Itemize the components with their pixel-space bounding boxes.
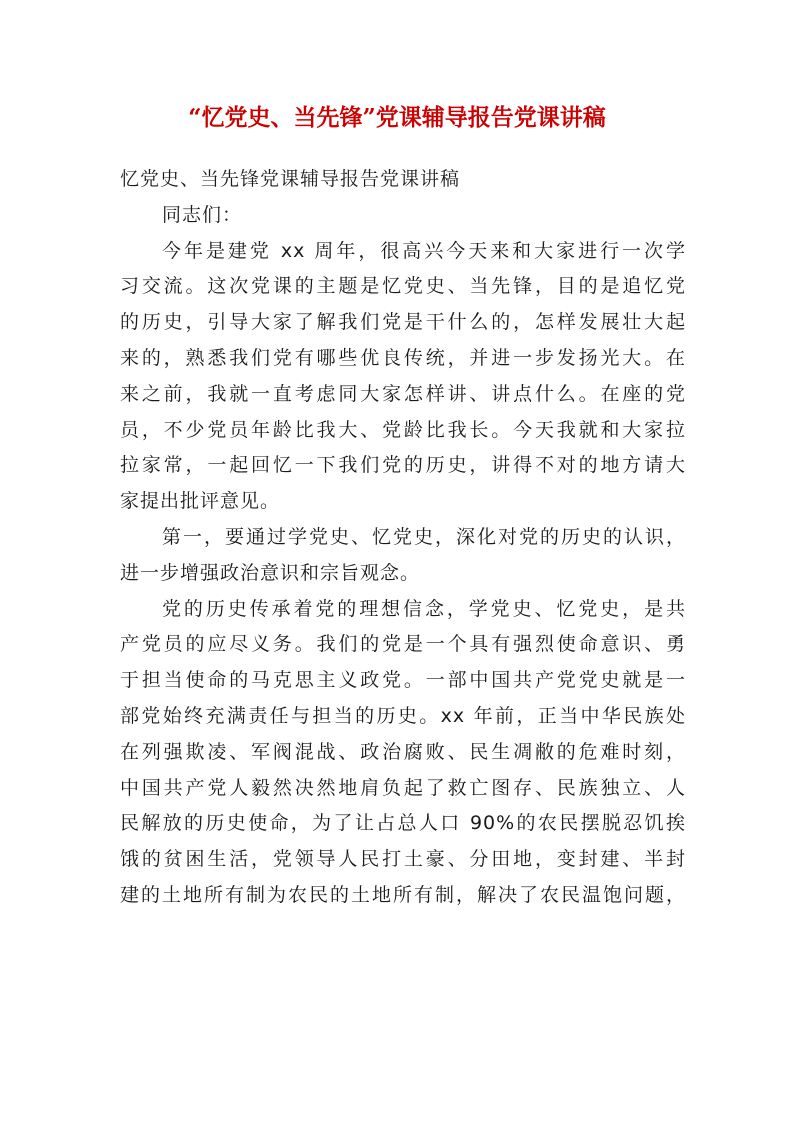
document-body <box>120 162 686 914</box>
body-line: 的历史，引导大家了解我们党是干什么的，怎样发展壮大起 <box>120 311 686 334</box>
body-line: 部党始终充满责任与担当的历史。xx 年前，正当中华民族处 <box>120 704 686 727</box>
body-line: 来之前，我就一直考虑同大家怎样讲、讲点什么。在座的党 <box>120 382 686 405</box>
body-line: 第一，要通过学党史、忆党史，深化对党的历史的认识， <box>162 525 686 548</box>
body-line: 饿的贫困生活，党领导人民打土豪、分田地，变封建、半封 <box>120 848 686 871</box>
body-line: 民解放的历史使命，为了让占总人口 90%的农民摆脱忍饥挨 <box>120 812 686 835</box>
body-line: 来的，熟悉我们党有哪些优良传统，并进一步发扬光大。在 <box>120 346 686 369</box>
body-line: 在列强欺凌、军阀混战、政治腐败、民生凋敝的危难时刻， <box>120 740 686 763</box>
body-line: 中国共产党人毅然决然地肩负起了救亡图存、民族独立、人 <box>120 776 686 799</box>
body-line: 党的历史传承着党的理想信念，学党史、忆党史，是共 <box>162 597 686 620</box>
body-line: 于担当使命的马克思主义政党。一部中国共产党党史就是一 <box>120 669 686 692</box>
body-line: 忆党史、当先锋党课辅导报告党课讲稿 <box>120 168 461 190</box>
body-line: 进一步增强政治意识和宗旨观念。 <box>120 561 421 584</box>
body-line: 拉家常，一起回忆一下我们党的历史，讲得不对的地方请大 <box>120 454 686 477</box>
body-line: 产党员的应尽义务。我们的党是一个具有强烈使命意识、勇 <box>120 633 686 656</box>
body-line: 习交流。这次党课的主题是忆党史、当先锋，目的是追忆党 <box>120 275 686 298</box>
body-line: 建的土地所有制为农民的土地所有制，解决了农民温饱问题， <box>120 883 686 906</box>
document-title: “忆党史、当先锋”党课辅导报告党课讲稿 <box>188 104 606 131</box>
body-line: 同志们： <box>162 203 243 226</box>
body-line: 员，不少党员年龄比我大、党龄比我长。今天我就和大家拉 <box>120 418 686 441</box>
body-line: 今年是建党 xx 周年，很高兴今天来和大家进行一次学 <box>162 239 686 262</box>
body-line: 家提出批评意见。 <box>120 490 281 513</box>
